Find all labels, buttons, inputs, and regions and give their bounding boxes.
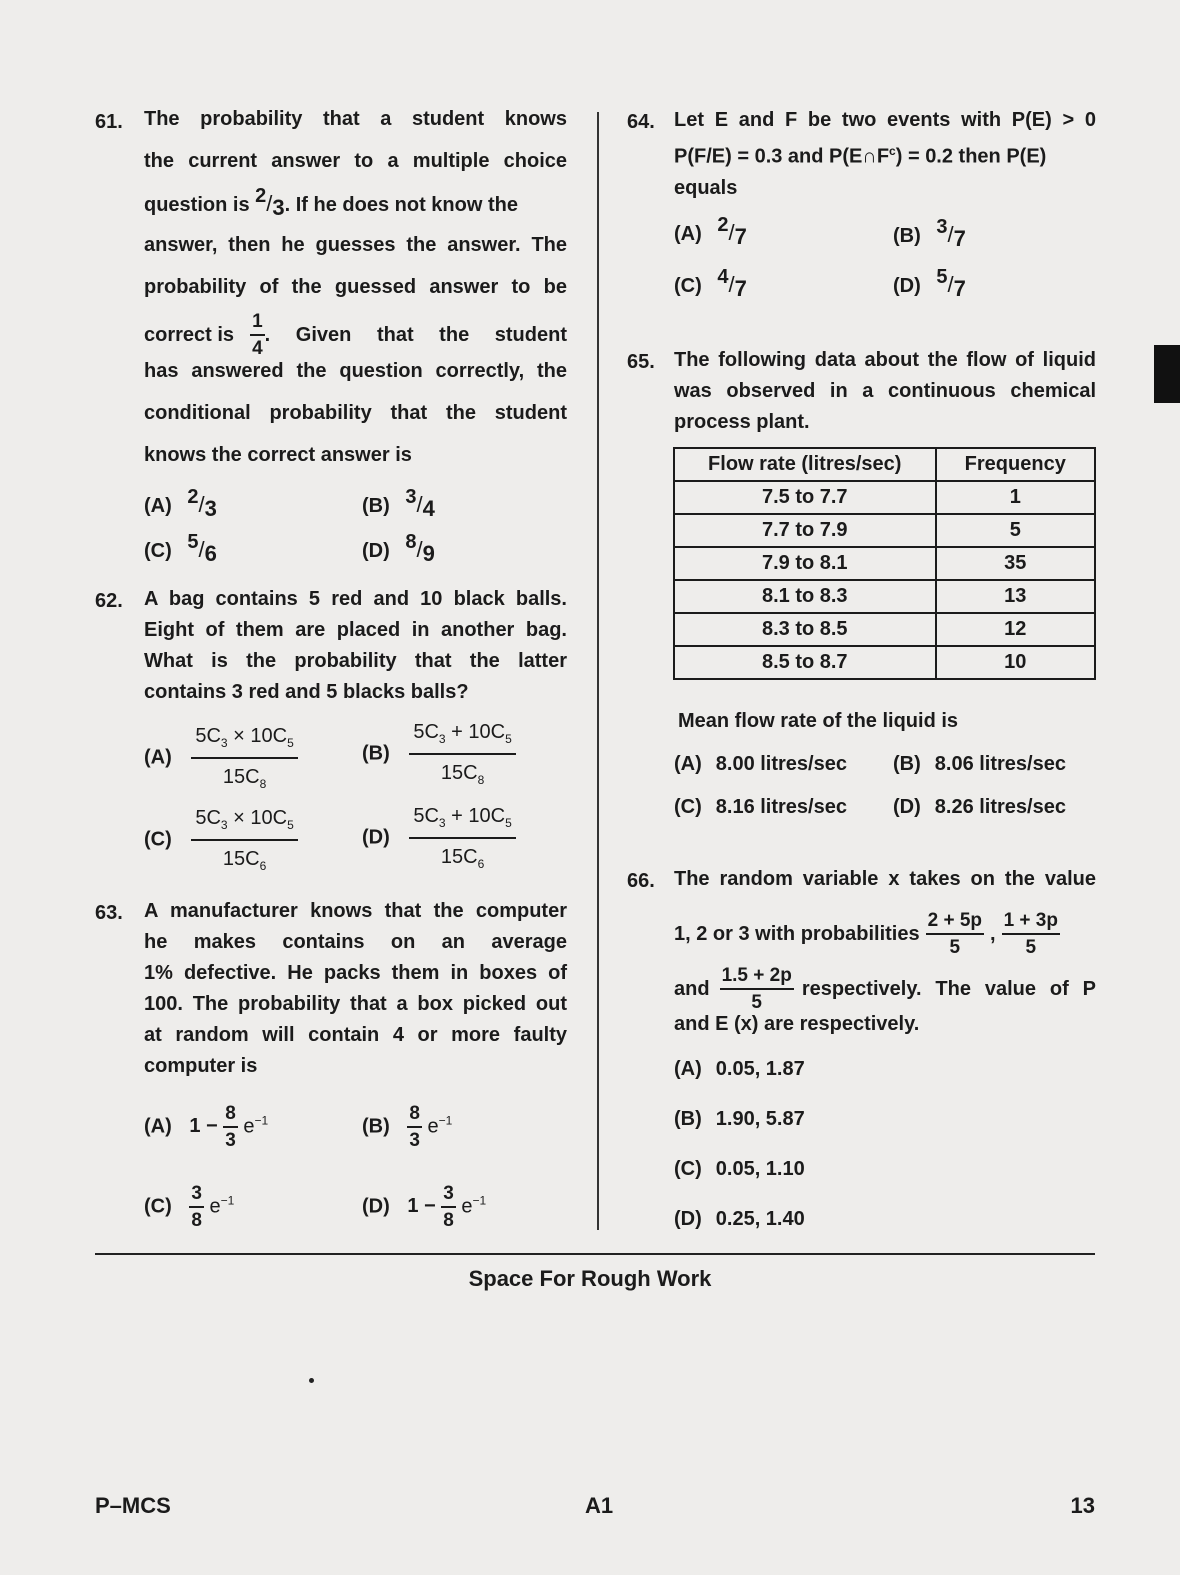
q66-line xyxy=(674,966,1096,1012)
table-cell: 8.5 to 8.7 xyxy=(674,646,936,679)
q65-option-a[interactable] xyxy=(674,753,847,776)
q63-line: 1% defective. He packs them in boxes of xyxy=(144,962,567,984)
fraction-denominator: 8 xyxy=(443,1210,454,1231)
option-text: 0.05, 1.87 xyxy=(715,1058,805,1080)
option-text: 8.00 litres/sec xyxy=(715,753,847,775)
option-label: (D) xyxy=(893,275,921,297)
option-label: (D) xyxy=(362,1195,390,1218)
table-row xyxy=(674,613,1095,646)
option-label: (D) xyxy=(362,540,390,562)
q64-option-c[interactable]: (C) 4/7 xyxy=(674,266,747,301)
option-label: (C) xyxy=(144,828,172,851)
q62-option-d[interactable] xyxy=(362,806,516,870)
q63-option-a[interactable] xyxy=(144,1104,268,1150)
option-label: (A) xyxy=(674,1058,702,1080)
q66-line xyxy=(674,911,1096,957)
q61-line: knows the correct answer is xyxy=(144,444,412,466)
question-62-number: 62. xyxy=(95,590,123,612)
q66-fraction-1 xyxy=(926,911,984,957)
q64-line: equals xyxy=(674,176,738,199)
fraction-numerator: 3 xyxy=(189,1184,204,1208)
exponent: −1 xyxy=(220,1193,235,1208)
fraction-one-fourth xyxy=(250,312,265,358)
column-divider xyxy=(597,112,599,1230)
q61-line: The probability that a student knows xyxy=(144,108,567,130)
table-cell: 12 xyxy=(936,613,1095,646)
q62-line: A bag contains 5 red and 10 black balls. xyxy=(144,588,567,610)
fraction-numerator: 4 xyxy=(717,266,729,288)
option-label: (B) xyxy=(893,753,921,775)
q62-option-a[interactable] xyxy=(144,726,298,790)
q62-option-b[interactable] xyxy=(362,722,516,786)
option-label: (D) xyxy=(362,826,390,849)
option-label: (A) xyxy=(674,753,702,775)
option-label: (B) xyxy=(362,495,390,517)
q64-option-d[interactable]: (D) 5/7 xyxy=(893,266,966,301)
q62-line: Eight of them are placed in another bag. xyxy=(144,619,567,641)
option-text: 8.16 litres/sec xyxy=(715,796,847,818)
fraction-numerator: 1 xyxy=(250,312,265,336)
option-text: 0.25, 1.40 xyxy=(715,1208,805,1230)
comma: , xyxy=(990,922,996,945)
q63-line: computer is xyxy=(144,1055,258,1077)
fraction-denominator: 3 xyxy=(409,1130,420,1151)
option-label: (A) xyxy=(144,495,172,517)
q61-line: conditional probability that the student xyxy=(144,402,567,424)
q62-option-c[interactable] xyxy=(144,808,298,872)
fraction-numerator: 8 xyxy=(223,1104,238,1128)
q63-fraction-c xyxy=(189,1184,204,1230)
fraction-numerator: 8 xyxy=(407,1104,422,1128)
q64-option-b[interactable]: (B) 3/7 xyxy=(893,216,966,251)
question-61-stem xyxy=(144,104,567,482)
q61-option-d[interactable]: (D) 8/9 xyxy=(362,531,435,566)
fraction-numerator: 2 + 5p xyxy=(926,911,984,935)
fraction-numerator: 2 xyxy=(187,486,199,508)
option-label: (C) xyxy=(674,1158,702,1180)
stray-dot xyxy=(309,1378,314,1383)
q64-text: P(F/E) = 0.3 and P(E∩F xyxy=(674,145,890,168)
table-row xyxy=(674,481,1095,514)
table-cell: 8.3 to 8.5 xyxy=(674,613,936,646)
q66-option-c[interactable] xyxy=(674,1158,805,1181)
q61-line: has answered the question correctly, the xyxy=(144,360,567,382)
q63-fraction-b xyxy=(407,1104,422,1150)
question-64-stem xyxy=(674,105,1096,204)
q66-line: and E (x) are respectively. xyxy=(674,1013,920,1035)
footer-code: P–MCS xyxy=(95,1493,171,1518)
option-text: 0.05, 1.10 xyxy=(715,1158,805,1180)
option-label: (B) xyxy=(893,225,921,247)
q61-text: . Given that the student xyxy=(264,323,567,346)
q66-text: and xyxy=(674,977,710,1000)
fraction-denominator: 4 xyxy=(422,496,435,521)
q61-text: . If he does not know the xyxy=(284,194,518,216)
q65-option-c[interactable] xyxy=(674,796,847,819)
q61-line xyxy=(144,311,567,359)
option-label: (B) xyxy=(362,1115,390,1138)
flow-rate-table xyxy=(673,447,1096,680)
table-cell: 10 xyxy=(936,646,1095,679)
option-label: (A) xyxy=(144,746,172,769)
question-64-number: 64. xyxy=(627,111,655,133)
table-header-row xyxy=(674,448,1095,481)
q63-option-b[interactable] xyxy=(362,1104,452,1150)
fraction-denominator: 7 xyxy=(734,224,747,249)
fraction-numerator: 3 xyxy=(936,216,948,238)
q63-fraction-d xyxy=(441,1184,456,1230)
question-66-number: 66. xyxy=(627,870,655,892)
q63-line: he makes contains on an average xyxy=(144,931,567,953)
option-text: 1.90, 5.87 xyxy=(715,1108,805,1130)
q63-line: 100. The probability that a box picked out xyxy=(144,993,567,1015)
complement-sup: c xyxy=(889,144,896,158)
option-label: (C) xyxy=(674,796,702,818)
euler-e: e xyxy=(209,1195,221,1218)
fraction-denominator: 3 xyxy=(204,496,217,521)
fraction-numerator: 5 xyxy=(187,531,199,553)
option-label: (D) xyxy=(893,796,921,818)
fraction-numerator: 2 xyxy=(255,185,267,207)
q61-option-c[interactable]: (C) 5/6 xyxy=(144,531,217,566)
q63-line: at random will contain 4 or more faulty xyxy=(144,1024,567,1046)
fraction-numerator: 8 xyxy=(405,531,417,553)
fraction-denominator: 9 xyxy=(422,541,435,566)
q66-fraction-3 xyxy=(720,966,794,1012)
table-row xyxy=(674,580,1095,613)
one-minus: 1 − xyxy=(407,1195,436,1218)
option-text: 8.26 litres/sec xyxy=(934,796,1066,818)
option-label: (C) xyxy=(674,275,702,297)
q62-line: contains 3 red and 5 blacks balls? xyxy=(144,681,469,703)
q61-option-b[interactable]: (B) 3/4 xyxy=(362,486,435,521)
fraction-denominator: 4 xyxy=(252,338,263,359)
q64-line xyxy=(674,136,1096,173)
euler-e: e xyxy=(461,1195,473,1218)
q66-option-a[interactable] xyxy=(674,1058,805,1081)
q63-fraction-a xyxy=(223,1104,238,1150)
table-cell: 7.7 to 7.9 xyxy=(674,514,936,547)
table-row xyxy=(674,646,1095,679)
q63-line: A manufacturer knows that the computer xyxy=(144,900,567,922)
page-number: 13 xyxy=(1070,1493,1095,1518)
question-66-stem xyxy=(674,864,1096,895)
q65-option-b[interactable] xyxy=(893,753,1066,776)
q66-line: The random variable x takes on the value xyxy=(674,868,1096,890)
q65-line: The following data about the flow of liquid xyxy=(674,349,1096,371)
q63-option-c[interactable] xyxy=(144,1184,234,1230)
q62-fraction-d: $\frac{5C_3 + 10C_5}{15C_6}$ xyxy=(409,806,515,870)
fraction-numerator: 1.5 + 2p xyxy=(720,966,794,990)
fraction-denominator: 7 xyxy=(734,276,747,301)
fraction-denominator: 5 xyxy=(949,937,961,958)
q64-line: Let E and F be two events with P(E) > 0 xyxy=(674,109,1096,131)
q61-line: probability of the guessed answer to be xyxy=(144,276,567,298)
euler-e: e xyxy=(243,1115,255,1138)
fraction-numerator: 5 xyxy=(936,266,948,288)
q66-option-d[interactable] xyxy=(674,1208,805,1231)
q62-fraction-b: $\frac{5C_3 + 10C_5}{15C_8}$ xyxy=(409,722,515,786)
fraction-denominator: 7 xyxy=(953,276,966,301)
option-label: (A) xyxy=(144,1115,172,1138)
question-62-stem xyxy=(144,584,567,708)
fraction-numerator: 2 xyxy=(717,214,729,236)
exponent: −1 xyxy=(254,1113,269,1128)
option-label: (C) xyxy=(144,1195,172,1218)
q64-option-a[interactable]: (A) 2/7 xyxy=(674,214,747,249)
exponent: −1 xyxy=(472,1193,487,1208)
table-cell: 8.1 to 8.3 xyxy=(674,580,936,613)
q62-fraction-c: $\frac{5C_3 \times 10C_5}{15C_6}$ xyxy=(191,808,297,872)
fraction-denominator: 3 xyxy=(272,195,285,220)
fraction-denominator: 5 xyxy=(1025,937,1037,958)
option-label: (B) xyxy=(362,742,390,765)
question-61-number: 61. xyxy=(95,111,123,133)
option-label: (C) xyxy=(144,540,172,562)
q61-option-a[interactable]: (A) 2/3 xyxy=(144,486,217,521)
table-cell: 7.9 to 8.1 xyxy=(674,547,936,580)
q65-option-d[interactable] xyxy=(893,796,1066,819)
table-cell: 7.5 to 7.7 xyxy=(674,481,936,514)
fraction-denominator: 5 xyxy=(751,992,762,1013)
exponent: −1 xyxy=(438,1113,453,1128)
column-header: Flow rate (litres/sec) xyxy=(674,448,936,481)
table-row xyxy=(674,547,1095,580)
q62-line: What is the probability that the latter xyxy=(144,650,567,672)
fraction-denominator: 3 xyxy=(225,1130,236,1151)
fraction-denominator: 6 xyxy=(204,541,217,566)
option-label: (A) xyxy=(674,223,702,245)
question-63-stem xyxy=(144,896,567,1082)
q62-fraction-a: $\frac{5C_3 \times 10C_5}{15C_8}$ xyxy=(191,726,297,790)
q66-text: 1, 2 or 3 with probabilities xyxy=(674,922,920,945)
q61-line: answer, then he guesses the answer. The xyxy=(144,234,567,256)
question-65-number: 65. xyxy=(627,351,655,373)
table-row xyxy=(674,514,1095,547)
table-cell: 5 xyxy=(936,514,1095,547)
q65-prompt: Mean flow rate of the liquid is xyxy=(678,710,959,732)
fraction-numerator: 3 xyxy=(441,1184,456,1208)
page-edge-marker xyxy=(1154,345,1180,403)
euler-e: e xyxy=(427,1115,439,1138)
footer-series: A1 xyxy=(585,1493,614,1518)
fraction-denominator: 7 xyxy=(953,226,966,251)
q61-line: question is 2/3. If he does not know the xyxy=(144,185,518,220)
option-text: 8.06 litres/sec xyxy=(934,753,1066,775)
q64-text: ) = 0.2 then P(E) xyxy=(895,145,1047,168)
table-cell: 13 xyxy=(936,580,1095,613)
fraction-numerator: 1 + 3p xyxy=(1002,911,1060,935)
table-cell: 1 xyxy=(936,481,1095,514)
q66-option-b[interactable] xyxy=(674,1108,805,1131)
fraction-numerator: 3 xyxy=(405,486,417,508)
q65-line: was observed in a continuous chemical xyxy=(674,380,1096,402)
rough-work-divider xyxy=(95,1253,1095,1255)
q66-text: respectively. The value of P xyxy=(801,977,1096,1000)
question-65-stem xyxy=(674,345,1096,438)
q61-text: question is xyxy=(144,194,250,216)
one-minus: 1 − xyxy=(189,1115,218,1138)
q61-text: correct is xyxy=(144,323,235,346)
q63-option-d[interactable] xyxy=(362,1184,486,1230)
rough-work-label: Space For Rough Work xyxy=(468,1266,712,1291)
question-63-number: 63. xyxy=(95,902,123,924)
q66-fraction-2 xyxy=(1002,911,1060,957)
table-cell: 35 xyxy=(936,547,1095,580)
q61-line: the current answer to a multiple choice xyxy=(144,150,567,172)
option-label: (B) xyxy=(674,1108,702,1130)
option-label: (D) xyxy=(674,1208,702,1230)
fraction-denominator: 8 xyxy=(191,1210,202,1231)
column-header: Frequency xyxy=(936,448,1095,481)
q65-line: process plant. xyxy=(674,411,810,433)
